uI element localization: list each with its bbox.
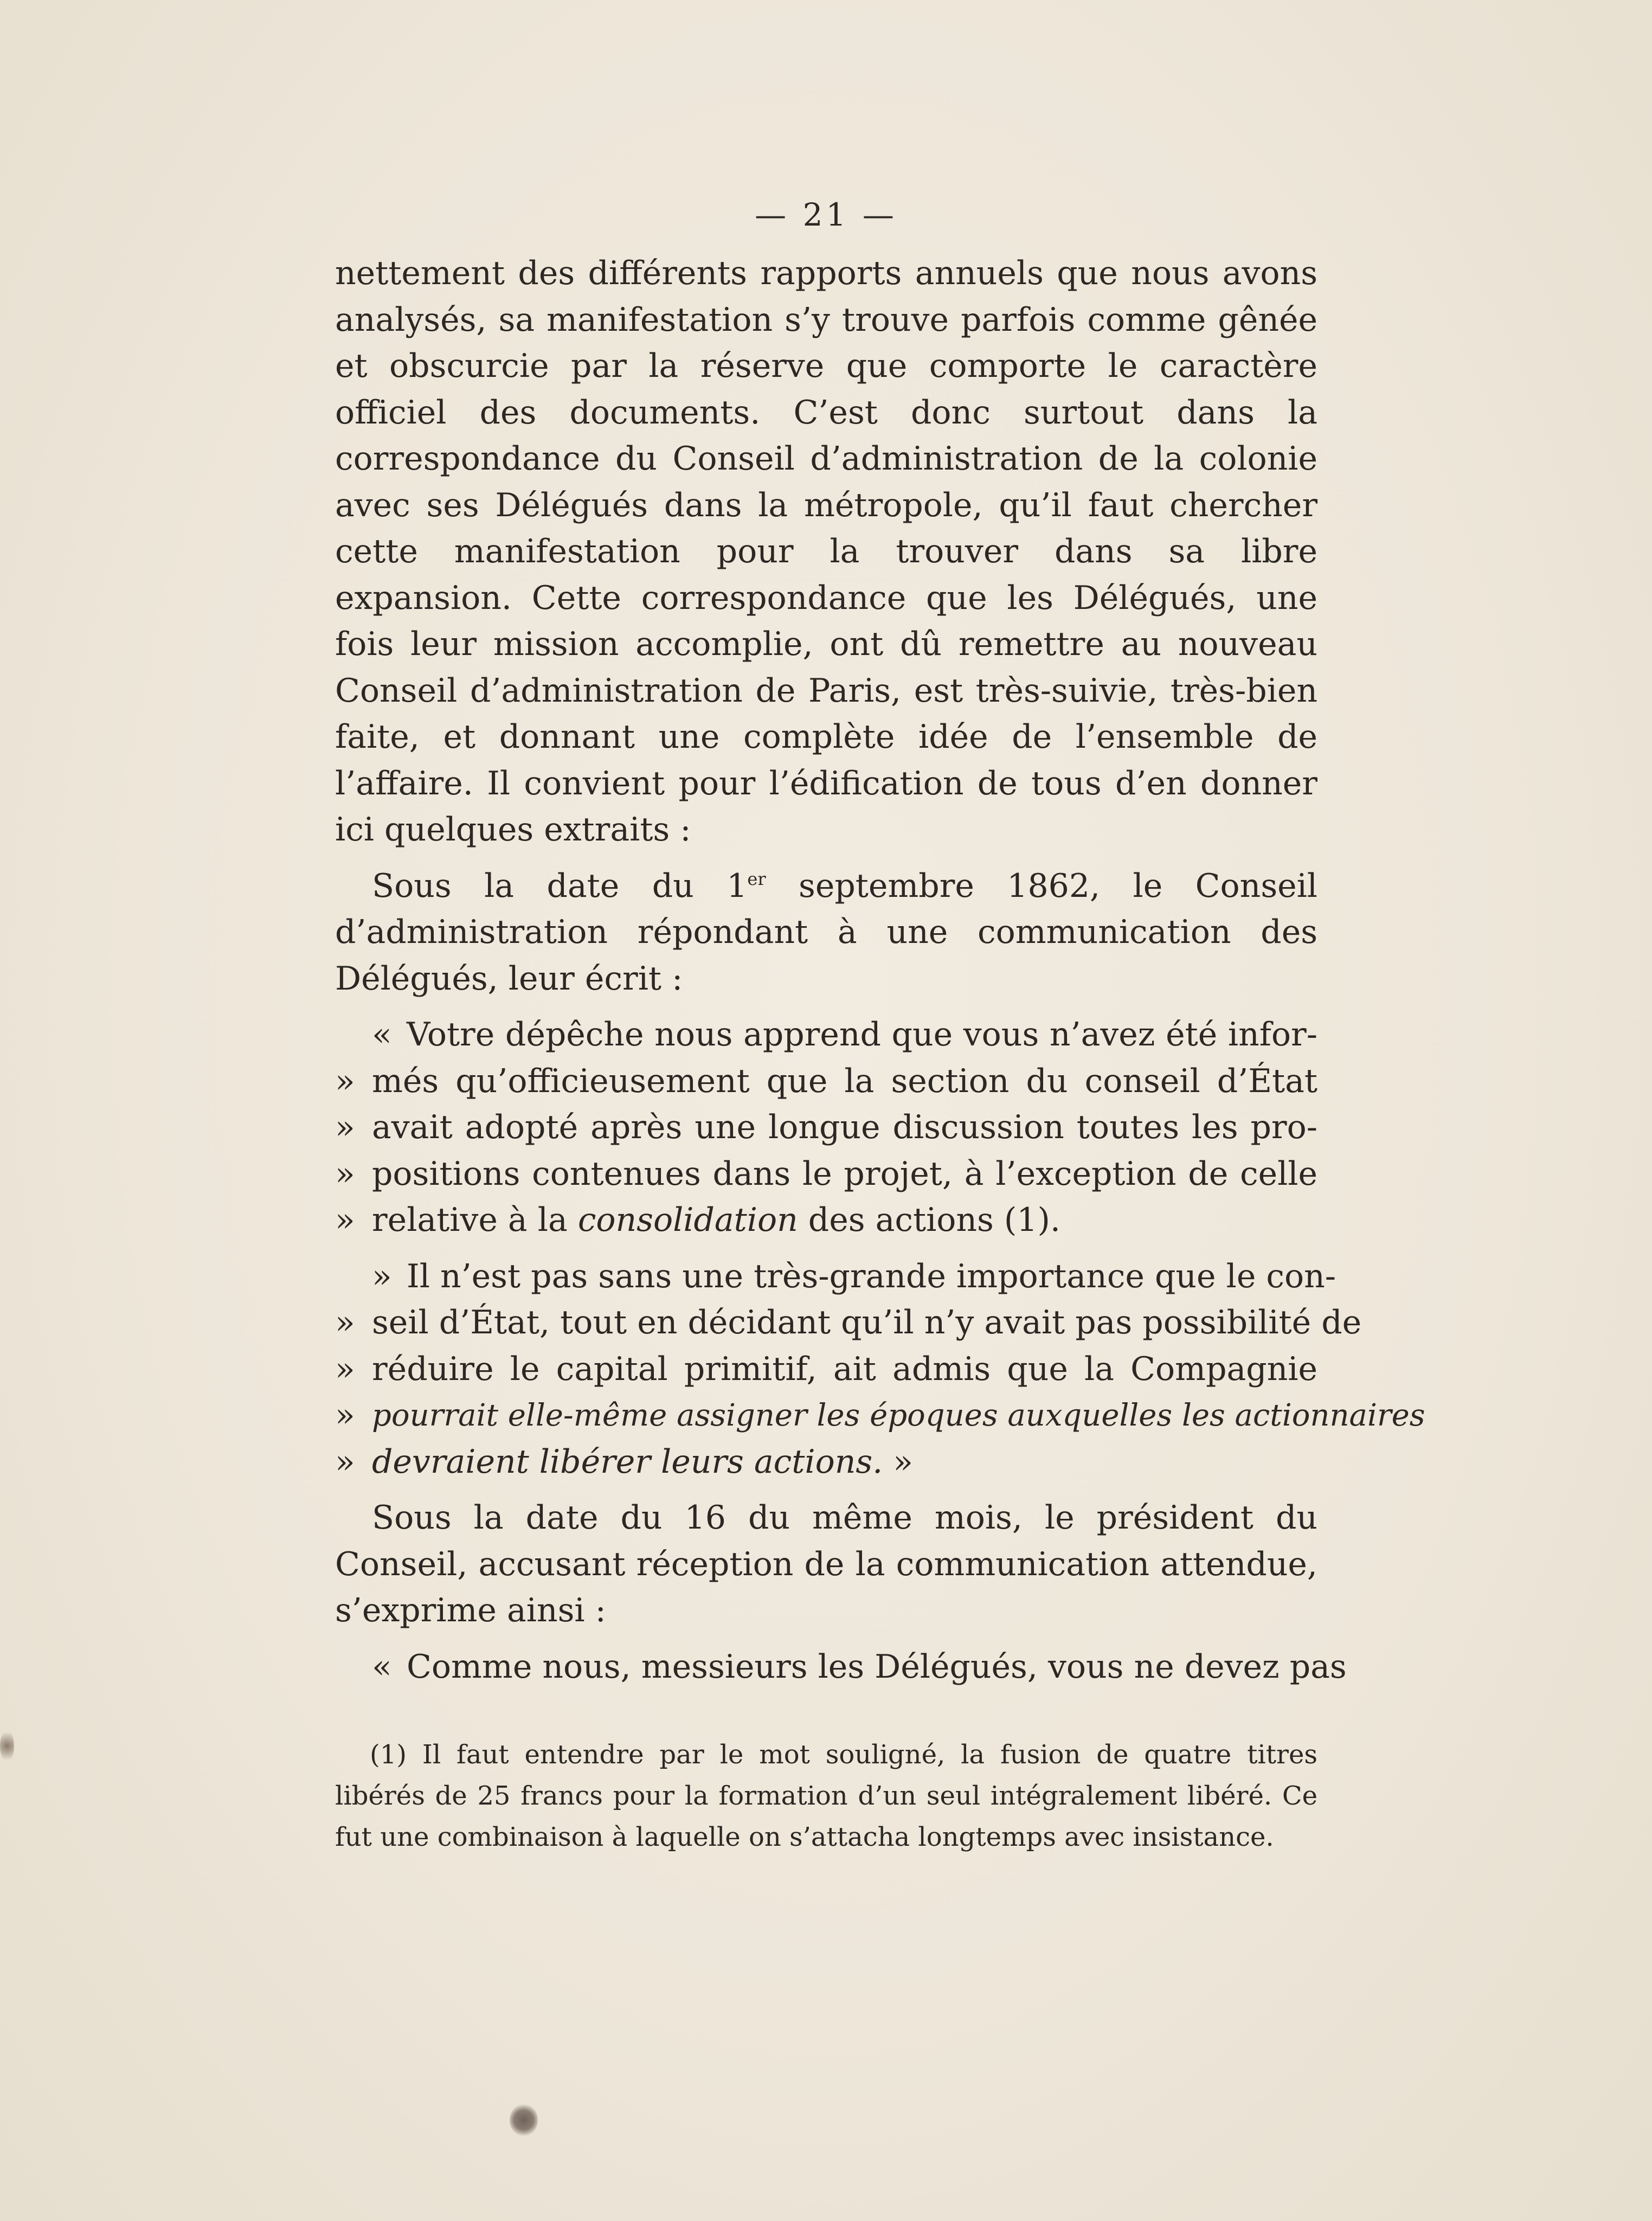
quote-text: pourrait elle-même assigner les époques auxquelles les actionnaires — [372, 1398, 1425, 1433]
quote-mark: » — [335, 1201, 355, 1239]
quote-mark: » — [335, 1062, 355, 1100]
quote-text: avait adopté après une longue discussion toutes les pro- — [372, 1108, 1317, 1146]
quote-mark: » — [335, 1442, 355, 1481]
closing-quote-mark: » — [883, 1442, 913, 1481]
quote-text — [372, 1197, 1317, 1244]
quote-text-start: relative à la — [372, 1201, 578, 1239]
quote-text: Votre dépêche nous apprend que vous n’avez été infor- — [407, 1016, 1317, 1054]
quote-text: més qu’officieusement que la section du conseil d’État — [372, 1062, 1317, 1100]
quote-line — [335, 1392, 1425, 1439]
ink-blot — [510, 2104, 538, 2136]
quote-line — [335, 1346, 1317, 1393]
ordinal-superscript: er — [747, 868, 766, 889]
quote-line — [335, 1439, 1317, 1486]
quote-mark: » — [335, 1396, 355, 1434]
quote-block-1 — [335, 1012, 1317, 1244]
quote-text-end: des actions (1). — [798, 1201, 1060, 1239]
quote-text: Il n’est pas sans une très-grande importance que le con- — [407, 1257, 1336, 1295]
paragraph-2-end: septembre 1862, le Conseil d’administration répondant à une communication des Délégués, leur écrit : — [335, 866, 1317, 998]
paragraph-2-start: Sous la date du 1 — [372, 866, 748, 905]
quote-mark: » — [335, 1304, 355, 1341]
quote-line — [335, 1012, 1317, 1058]
quote-mark: » — [335, 1154, 355, 1193]
quote-text: réduire le capital primitif, ait admis que la Compagnie — [372, 1350, 1317, 1388]
emphasized-text: devraient libérer leurs actions. — [372, 1442, 883, 1481]
paragraph-1: nettement des différents rapports annuels que nous avons analysés, sa manifestation s’y trouve parfois comme gênée et obscurcie par la réserve que comporte le caractère officiel des documents. C’est donc surtout dans la correspondance du Conseil d’administration de la colonie avec ses Délégués dans la métropole, qu’il faut chercher cette manifestation pour la trouver dans sa libre expansion. Cette correspondance que les Délégués, une fois leur mission accomplie, ont dû remettre au nouveau Conseil d’administration de Paris, est très-suivie, très-bien faite, et donnant une complète idée de l’ensemble de l’affaire. Il convient pour l’édification de tous d’en donner ici quelques extraits : — [335, 254, 1317, 849]
emphasized-word: consolidation — [577, 1201, 798, 1239]
quote-line — [335, 1644, 1347, 1691]
quote-line — [335, 1151, 1317, 1198]
quote-block-3 — [335, 1644, 1347, 1691]
quote-text: Comme nous, messieurs les Délégués, vous ne devez pas — [407, 1647, 1347, 1686]
quote-mark: « — [372, 1647, 392, 1686]
quote-line — [335, 1058, 1317, 1105]
quote-line — [335, 1254, 1336, 1300]
quote-text: positions contenues dans le projet, à l’exception de celle — [372, 1154, 1317, 1193]
body-text — [335, 251, 1425, 1690]
paper-stain — [0, 1730, 14, 1762]
quote-mark: » — [335, 1108, 355, 1146]
paragraph-3: Sous la date du 16 du même mois, le président du Conseil, accusant réception de la communication attendue, s’exprime ainsi : — [335, 1499, 1317, 1629]
quote-line — [335, 1197, 1317, 1244]
quote-block-2 — [335, 1254, 1425, 1486]
quote-mark: « — [372, 1016, 392, 1054]
footnote: (1) Il faut entendre par le mot souligné, la fusion de quatre titres libérés de 25 francs pour la formation d’un seul intégralement libéré. Ce fut une combinaison à laquelle on s’attacha longtemps avec insistance. — [335, 1739, 1317, 1852]
paragraph-2 — [335, 863, 1317, 1003]
quote-mark: » — [335, 1350, 355, 1388]
quote-text — [372, 1439, 1317, 1486]
quote-line — [335, 1105, 1317, 1151]
quote-mark: » — [372, 1257, 392, 1295]
quote-line — [335, 1300, 1362, 1346]
page-number: — 21 — — [755, 196, 897, 233]
quote-text: seil d’État, tout en décidant qu’il n’y avait pas possibilité de — [372, 1304, 1362, 1341]
